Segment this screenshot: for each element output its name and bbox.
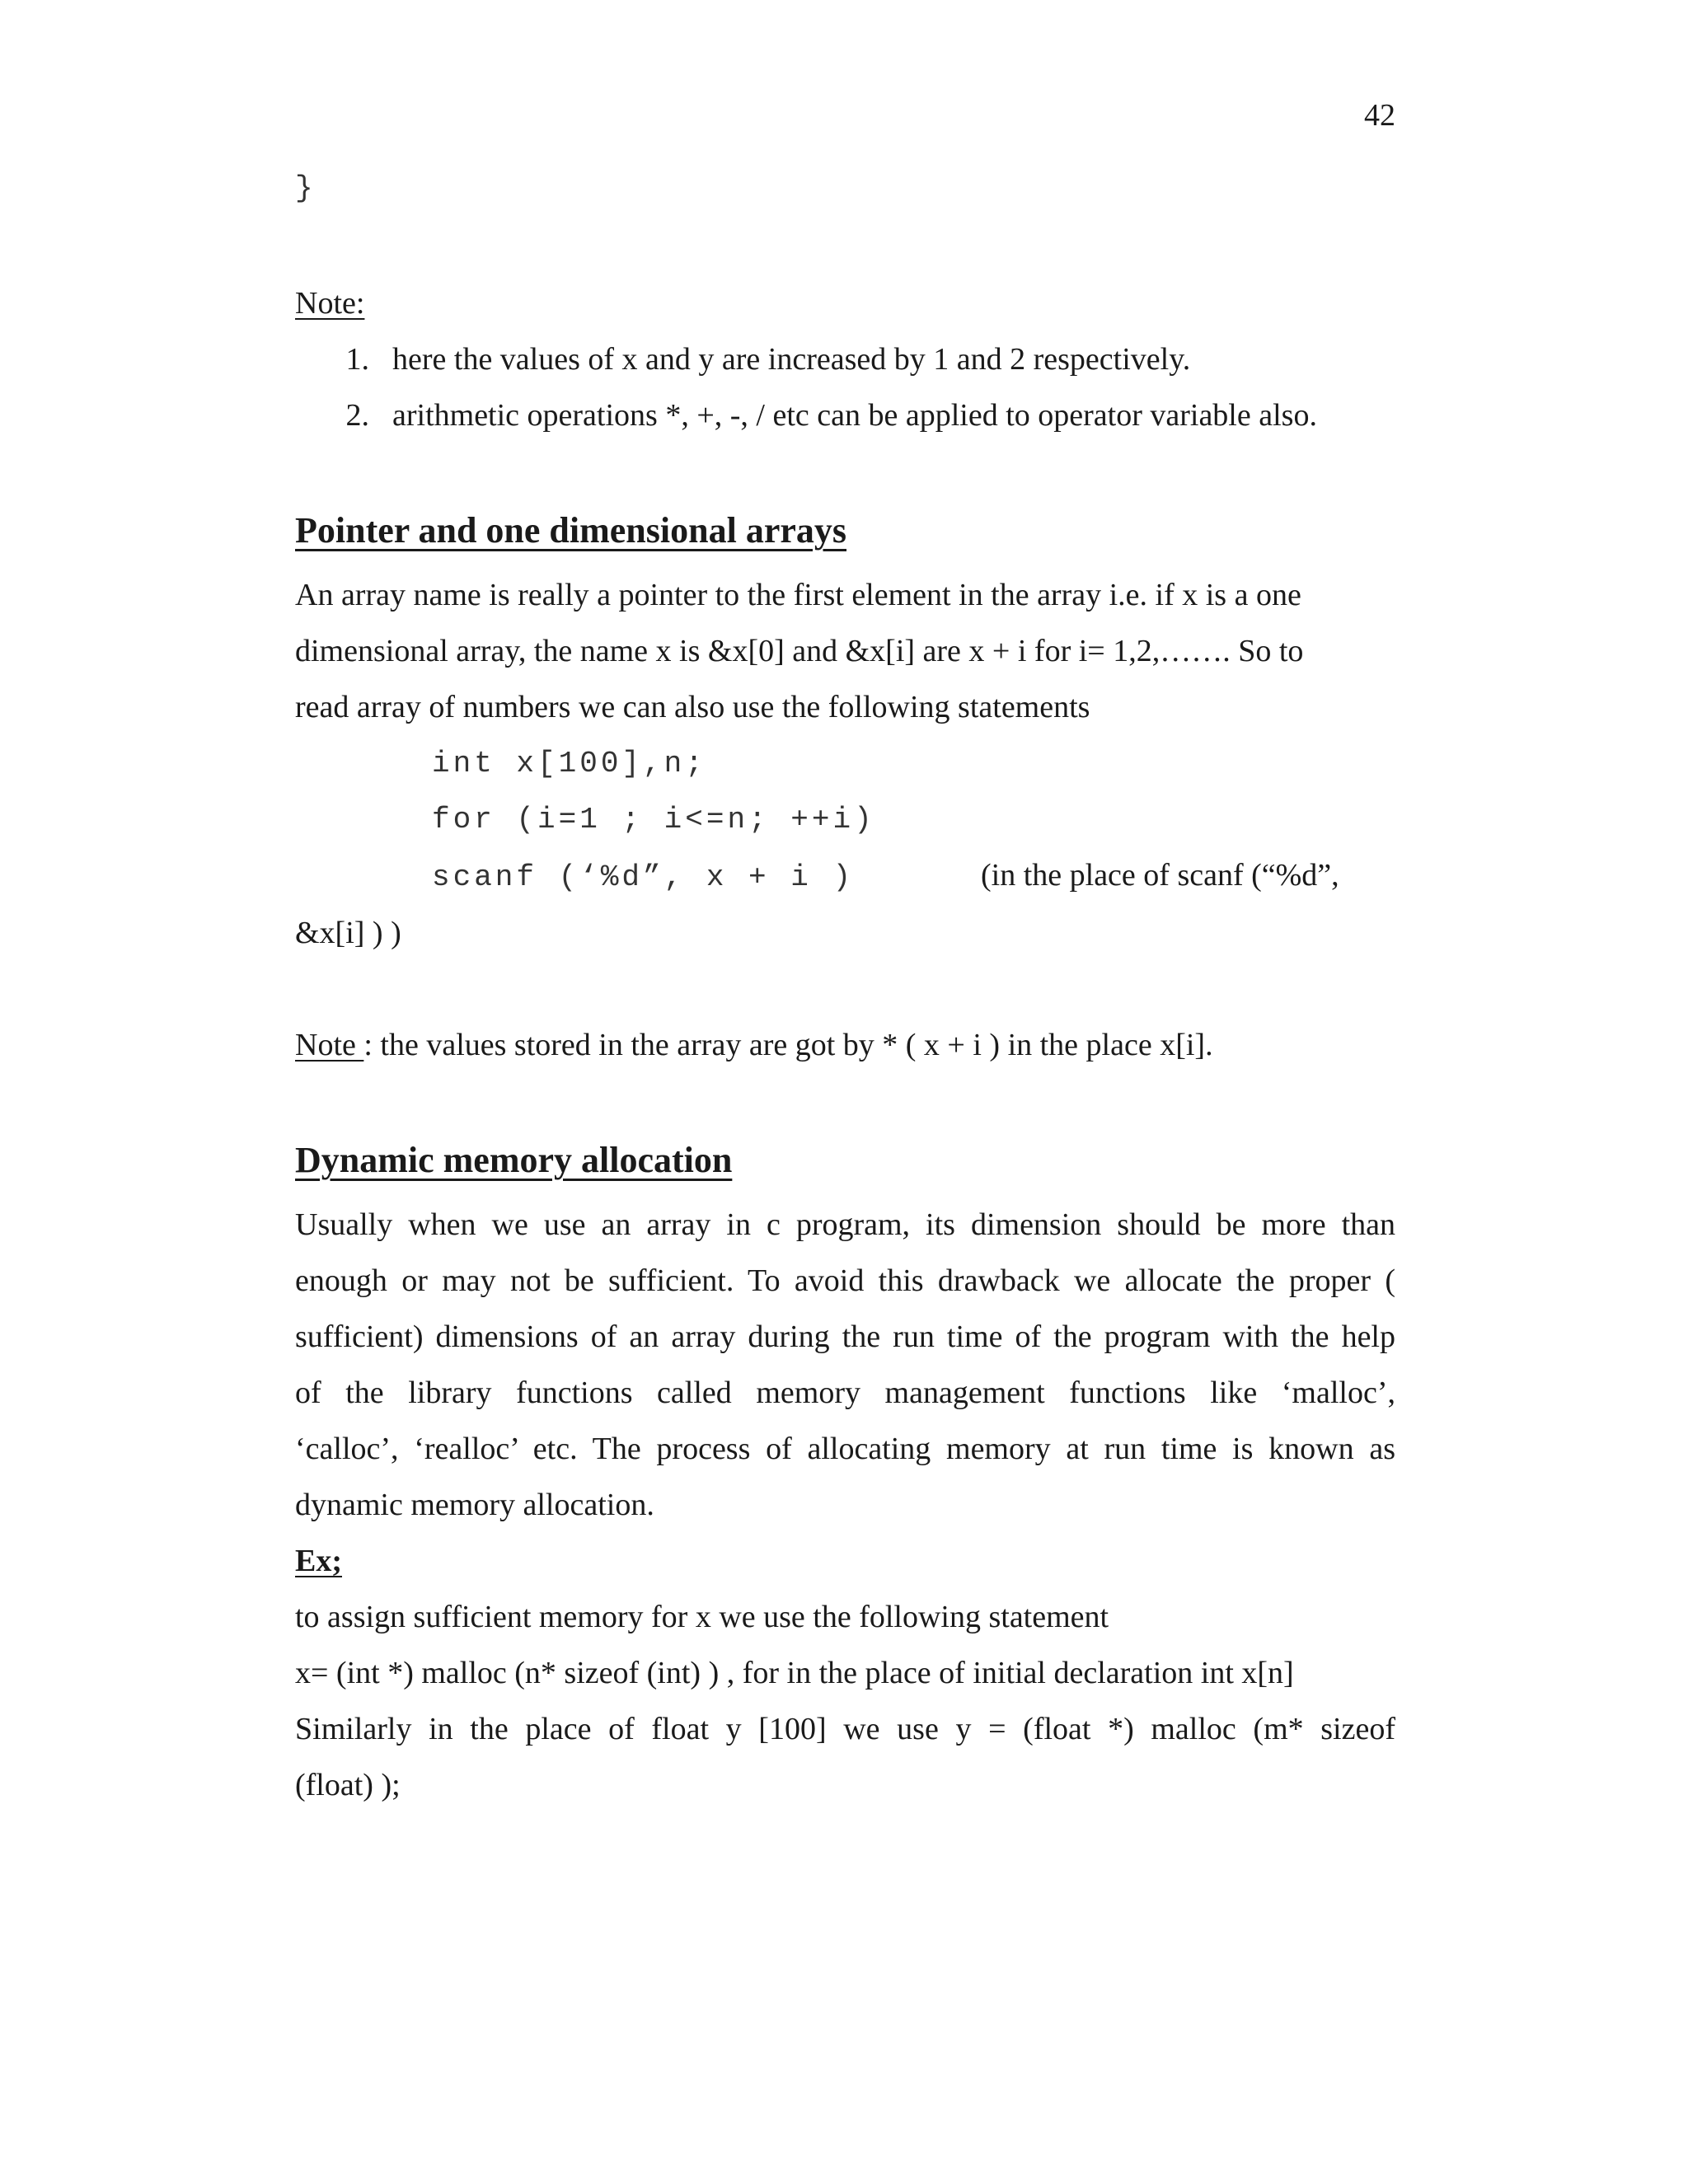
example-label: Ex; — [295, 1544, 342, 1578]
paragraph-line: ‘calloc’, ‘realloc’ etc. The process of allocating memory at run time is known as — [295, 1432, 1395, 1466]
code-closing-brace: } — [295, 171, 313, 205]
note-text: : the values stored in the array are got by * ( x + i ) in the place x[i]. — [363, 1028, 1213, 1062]
code-comment-continuation: &x[i] ) ) — [295, 916, 401, 950]
page-number: 42 — [1364, 98, 1395, 133]
note-label: Note: — [295, 286, 365, 321]
note-pointer-values — [295, 1027, 1213, 1063]
section-heading-pointer-arrays: Pointer and one dimensional arrays — [295, 510, 847, 551]
paragraph-line: dimensional array, the name x is &x[0] and &x[i] are x + i for i= 1,2,……. So to — [295, 634, 1304, 668]
paragraph-line: Usually when we use an array in c program, its dimension should be more than — [295, 1207, 1395, 1242]
example-line: x= (int *) malloc (n* sizeof (int) ) , for in the place of initial declaration int x[n] — [295, 1656, 1294, 1690]
list-item-number: 2. — [345, 398, 369, 433]
paragraph-line: An array name is really a pointer to the first element in the array i.e. if x is a one — [295, 578, 1301, 612]
code-comment: (in the place of scanf (“%d”, — [981, 858, 1339, 893]
list-item-text: here the values of x and y are increased by 1 and 2 respectively. — [392, 342, 1191, 377]
paragraph-line: sufficient) dimensions of an array during the run time of the program with the help — [295, 1319, 1395, 1354]
code-line: int x[100],n; — [432, 747, 706, 780]
code-line: for (i=1 ; i<=n; ++i) — [432, 803, 875, 837]
example-line: to assign sufficient memory for x we use the following statement — [295, 1600, 1109, 1634]
code-line: scanf (‘%d”, x + i ) — [432, 860, 855, 894]
paragraph-line: of the library functions called memory management functions like ‘malloc’, — [295, 1376, 1395, 1410]
list-item-number: 1. — [345, 342, 369, 377]
section-heading-dynamic-memory: Dynamic memory allocation — [295, 1140, 733, 1180]
note-label: Note — [295, 1028, 364, 1062]
list-item-text: arithmetic operations *, +, -, / etc can be applied to operator variable also. — [392, 398, 1317, 433]
paragraph-line: dynamic memory allocation. — [295, 1488, 654, 1522]
example-line: (float) ); — [295, 1768, 401, 1802]
paragraph-line: enough or may not be sufficient. To avoid this drawback we allocate the proper ( — [295, 1263, 1395, 1298]
paragraph-line: read array of numbers we can also use the following statements — [295, 690, 1090, 724]
example-line: Similarly in the place of float y [100] we use y = (float *) malloc (m* sizeof — [295, 1712, 1395, 1746]
